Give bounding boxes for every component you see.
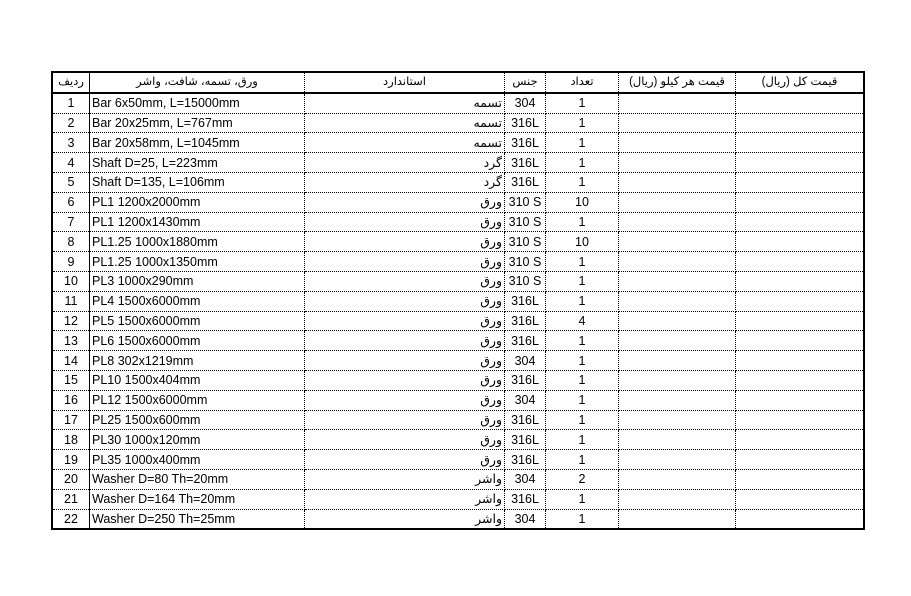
row-number-cell[interactable]: 2	[52, 113, 90, 133]
description-cell[interactable]: PL5 1500x6000mm	[90, 311, 305, 331]
row-number-cell[interactable]: 6	[52, 192, 90, 212]
total-price-cell[interactable]	[736, 509, 865, 529]
material-cell[interactable]: 316L	[505, 311, 546, 331]
description-cell[interactable]: Shaft D=135, L=106mm	[90, 172, 305, 192]
quantity-cell[interactable]: 1	[546, 212, 619, 232]
description-cell[interactable]: PL1.25 1000x1350mm	[90, 252, 305, 272]
row-number-cell[interactable]: 20	[52, 469, 90, 489]
standard-text: ورق	[480, 432, 502, 447]
total-price-cell[interactable]	[736, 351, 865, 371]
standard-text: ورق	[480, 373, 502, 388]
row-number-cell[interactable]: 14	[52, 351, 90, 371]
description-cell[interactable]: PL25 1500x600mm	[90, 410, 305, 430]
material-cell[interactable]: 316L	[505, 113, 546, 133]
total-price-cell[interactable]	[736, 271, 865, 291]
standard-cell[interactable]	[305, 291, 505, 311]
material-cell[interactable]: 316L	[505, 430, 546, 450]
total-price-cell[interactable]	[736, 291, 865, 311]
material-cell[interactable]: 316L	[505, 450, 546, 470]
total-price-cell[interactable]	[736, 489, 865, 509]
quantity-cell[interactable]: 10	[546, 232, 619, 252]
standard-cell[interactable]	[305, 153, 505, 173]
description-cell[interactable]: Washer D=250 Th=25mm	[90, 509, 305, 529]
material-cell[interactable]: 316L	[505, 172, 546, 192]
total-price-cell[interactable]	[736, 430, 865, 450]
unit-price-cell[interactable]	[619, 153, 736, 173]
unit-price-cell[interactable]	[619, 489, 736, 509]
description-cell[interactable]: PL12 1500x6000mm	[90, 390, 305, 410]
quantity-cell[interactable]: 2	[546, 469, 619, 489]
standard-text: ورق	[480, 452, 502, 467]
standard-cell[interactable]	[305, 410, 505, 430]
total-price-cell[interactable]	[736, 212, 865, 232]
standard-cell[interactable]	[305, 370, 505, 390]
unit-price-cell[interactable]	[619, 430, 736, 450]
description-cell[interactable]: Washer D=164 Th=20mm	[90, 489, 305, 509]
unit-price-cell[interactable]	[619, 113, 736, 133]
material-cell[interactable]: 316L	[505, 370, 546, 390]
material-cell[interactable]: 316L	[505, 331, 546, 351]
unit-price-cell[interactable]	[619, 311, 736, 331]
table-row	[52, 113, 864, 133]
table-row	[52, 271, 864, 291]
table-row	[52, 232, 864, 252]
table-row	[52, 489, 864, 509]
row-number-cell[interactable]: 19	[52, 450, 90, 470]
table-row	[52, 212, 864, 232]
standard-text: ورق	[480, 412, 502, 427]
quantity-cell[interactable]: 1	[546, 410, 619, 430]
quantity-cell[interactable]: 1	[546, 509, 619, 529]
table-row	[52, 153, 864, 173]
material-cell[interactable]: 310 S	[505, 212, 546, 232]
material-cell[interactable]: 310 S	[505, 252, 546, 272]
total-price-cell[interactable]	[736, 469, 865, 489]
standard-text: ورق	[480, 214, 502, 229]
table-row	[52, 410, 864, 430]
standard-cell[interactable]	[305, 192, 505, 212]
standard-cell[interactable]	[305, 351, 505, 371]
header-material: جنس	[505, 72, 546, 93]
standard-text: واشر	[475, 492, 502, 507]
standard-text: واشر	[475, 511, 502, 526]
row-number-cell[interactable]: 18	[52, 430, 90, 450]
quantity-cell[interactable]: 1	[546, 172, 619, 192]
quantity-cell[interactable]: 1	[546, 291, 619, 311]
material-cell[interactable]: 310 S	[505, 232, 546, 252]
table-row	[52, 351, 864, 371]
standard-cell[interactable]	[305, 390, 505, 410]
total-price-cell[interactable]	[736, 172, 865, 192]
description-cell[interactable]: PL1 1200x2000mm	[90, 192, 305, 212]
material-cell[interactable]: 304	[505, 93, 546, 113]
description-cell[interactable]: PL35 1000x400mm	[90, 450, 305, 470]
row-number-cell[interactable]: 1	[52, 93, 90, 113]
row-number-cell[interactable]: 5	[52, 172, 90, 192]
standard-cell[interactable]	[305, 509, 505, 529]
material-cell[interactable]: 304	[505, 509, 546, 529]
table-row	[52, 192, 864, 212]
standard-text: ورق	[480, 294, 502, 309]
material-cell[interactable]: 316L	[505, 489, 546, 509]
standard-text: ورق	[480, 393, 502, 408]
description-cell[interactable]: PL10 1500x404mm	[90, 370, 305, 390]
total-price-cell[interactable]	[736, 252, 865, 272]
description-cell[interactable]: Shaft D=25, L=223mm	[90, 153, 305, 173]
quantity-cell[interactable]: 1	[546, 331, 619, 351]
row-number-cell[interactable]: 7	[52, 212, 90, 232]
table-row	[52, 390, 864, 410]
standard-cell[interactable]	[305, 311, 505, 331]
header-row-number: ردیف	[52, 72, 90, 93]
unit-price-cell[interactable]	[619, 192, 736, 212]
total-price-cell[interactable]	[736, 232, 865, 252]
row-number-cell[interactable]: 22	[52, 509, 90, 529]
quantity-cell[interactable]: 1	[546, 153, 619, 173]
table-row	[52, 331, 864, 351]
unit-price-cell[interactable]	[619, 212, 736, 232]
unit-price-cell[interactable]	[619, 509, 736, 529]
standard-text: تسمه	[473, 135, 502, 150]
row-number-cell[interactable]: 15	[52, 370, 90, 390]
header-total-price: قیمت کل (ریال)	[736, 72, 865, 93]
material-cell[interactable]: 304	[505, 469, 546, 489]
quantity-cell[interactable]: 1	[546, 93, 619, 113]
quantity-cell[interactable]: 4	[546, 311, 619, 331]
unit-price-cell[interactable]	[619, 232, 736, 252]
standard-cell[interactable]	[305, 331, 505, 351]
standard-cell[interactable]	[305, 450, 505, 470]
unit-price-cell[interactable]	[619, 271, 736, 291]
quantity-cell[interactable]: 1	[546, 271, 619, 291]
header-quantity: تعداد	[546, 72, 619, 93]
standard-cell[interactable]	[305, 232, 505, 252]
row-number-cell[interactable]: 17	[52, 410, 90, 430]
header-description: ورق، تسمه، شافت، واشر	[90, 72, 305, 93]
material-cell[interactable]: 316L	[505, 410, 546, 430]
description-cell[interactable]: PL4 1500x6000mm	[90, 291, 305, 311]
standard-text: ورق	[480, 353, 502, 368]
description-cell[interactable]: Bar 6x50mm, L=15000mm	[90, 93, 305, 113]
unit-price-cell[interactable]	[619, 331, 736, 351]
row-number-cell[interactable]: 9	[52, 252, 90, 272]
material-cell[interactable]: 304	[505, 351, 546, 371]
quantity-cell[interactable]: 1	[546, 370, 619, 390]
quantity-cell[interactable]: 10	[546, 192, 619, 212]
standard-text: ورق	[480, 254, 502, 269]
standard-text: ورق	[480, 234, 502, 249]
description-cell[interactable]: PL8 302x1219mm	[90, 351, 305, 371]
material-cell[interactable]: 316L	[505, 133, 546, 153]
standard-text: ورق	[480, 274, 502, 289]
row-number-cell[interactable]: 16	[52, 390, 90, 410]
quantity-cell[interactable]: 1	[546, 390, 619, 410]
unit-price-cell[interactable]	[619, 133, 736, 153]
standard-cell[interactable]	[305, 430, 505, 450]
quantity-cell[interactable]: 1	[546, 133, 619, 153]
total-price-cell[interactable]	[736, 450, 865, 470]
total-price-cell[interactable]	[736, 113, 865, 133]
standard-cell[interactable]	[305, 252, 505, 272]
table-row	[52, 450, 864, 470]
standard-text: ورق	[480, 313, 502, 328]
unit-price-cell[interactable]	[619, 172, 736, 192]
description-cell[interactable]: PL6 1500x6000mm	[90, 331, 305, 351]
description-cell[interactable]: PL30 1000x120mm	[90, 430, 305, 450]
standard-cell[interactable]	[305, 469, 505, 489]
row-number-cell[interactable]: 13	[52, 331, 90, 351]
table-row	[52, 291, 864, 311]
unit-price-cell[interactable]	[619, 410, 736, 430]
header-unit-price: قیمت هر کیلو (ریال)	[619, 72, 736, 93]
row-number-cell[interactable]: 3	[52, 133, 90, 153]
quantity-cell[interactable]: 1	[546, 113, 619, 133]
standard-cell[interactable]	[305, 271, 505, 291]
total-price-cell[interactable]	[736, 192, 865, 212]
quantity-cell[interactable]: 1	[546, 430, 619, 450]
standard-text: واشر	[475, 472, 502, 487]
total-price-cell[interactable]	[736, 390, 865, 410]
total-price-cell[interactable]	[736, 93, 865, 113]
quantity-cell[interactable]: 1	[546, 351, 619, 371]
unit-price-cell[interactable]	[619, 291, 736, 311]
material-cell[interactable]: 310 S	[505, 192, 546, 212]
unit-price-cell[interactable]	[619, 370, 736, 390]
standard-text: گرد	[483, 175, 502, 190]
total-price-cell[interactable]	[736, 410, 865, 430]
table-row	[52, 172, 864, 192]
total-price-cell[interactable]	[736, 311, 865, 331]
unit-price-cell[interactable]	[619, 469, 736, 489]
description-cell[interactable]: Bar 20x25mm, L=767mm	[90, 113, 305, 133]
quantity-cell[interactable]: 1	[546, 252, 619, 272]
header-row	[52, 72, 864, 93]
row-number-cell[interactable]: 8	[52, 232, 90, 252]
unit-price-cell[interactable]	[619, 351, 736, 371]
header-standard: استاندارد	[305, 72, 505, 93]
table-row	[52, 133, 864, 153]
table-row	[52, 469, 864, 489]
standard-cell[interactable]	[305, 212, 505, 232]
unit-price-cell[interactable]	[619, 252, 736, 272]
standard-text: گرد	[483, 155, 502, 170]
unit-price-cell[interactable]	[619, 93, 736, 113]
description-cell[interactable]: PL1.25 1000x1880mm	[90, 232, 305, 252]
material-cell[interactable]: 310 S	[505, 271, 546, 291]
description-cell[interactable]: Washer D=80 Th=20mm	[90, 469, 305, 489]
standard-text: ورق	[480, 333, 502, 348]
standard-text: تسمه	[473, 115, 502, 130]
standard-cell[interactable]	[305, 93, 505, 113]
standard-cell[interactable]	[305, 489, 505, 509]
unit-price-cell[interactable]	[619, 390, 736, 410]
standard-text: ورق	[480, 195, 502, 210]
description-cell[interactable]: PL1 1200x1430mm	[90, 212, 305, 232]
table-row	[52, 509, 864, 529]
total-price-cell[interactable]	[736, 133, 865, 153]
unit-price-cell[interactable]	[619, 450, 736, 470]
standard-cell[interactable]	[305, 113, 505, 133]
table-row	[52, 93, 864, 113]
row-number-cell[interactable]: 4	[52, 153, 90, 173]
price-list-table	[51, 71, 865, 530]
standard-cell[interactable]	[305, 172, 505, 192]
table-row	[52, 430, 864, 450]
quantity-cell[interactable]: 1	[546, 489, 619, 509]
standard-cell[interactable]	[305, 133, 505, 153]
material-cell[interactable]: 316L	[505, 153, 546, 173]
total-price-cell[interactable]	[736, 331, 865, 351]
row-number-cell[interactable]: 11	[52, 291, 90, 311]
row-number-cell[interactable]: 10	[52, 271, 90, 291]
material-cell[interactable]: 316L	[505, 291, 546, 311]
row-number-cell[interactable]: 12	[52, 311, 90, 331]
material-cell[interactable]: 304	[505, 390, 546, 410]
row-number-cell[interactable]: 21	[52, 489, 90, 509]
table-row	[52, 252, 864, 272]
description-cell[interactable]: Bar 20x58mm, L=1045mm	[90, 133, 305, 153]
standard-text: تسمه	[473, 96, 502, 111]
table-row	[52, 311, 864, 331]
quantity-cell[interactable]: 1	[546, 450, 619, 470]
total-price-cell[interactable]	[736, 370, 865, 390]
total-price-cell[interactable]	[736, 153, 865, 173]
table-row	[52, 370, 864, 390]
description-cell[interactable]: PL3 1000x290mm	[90, 271, 305, 291]
